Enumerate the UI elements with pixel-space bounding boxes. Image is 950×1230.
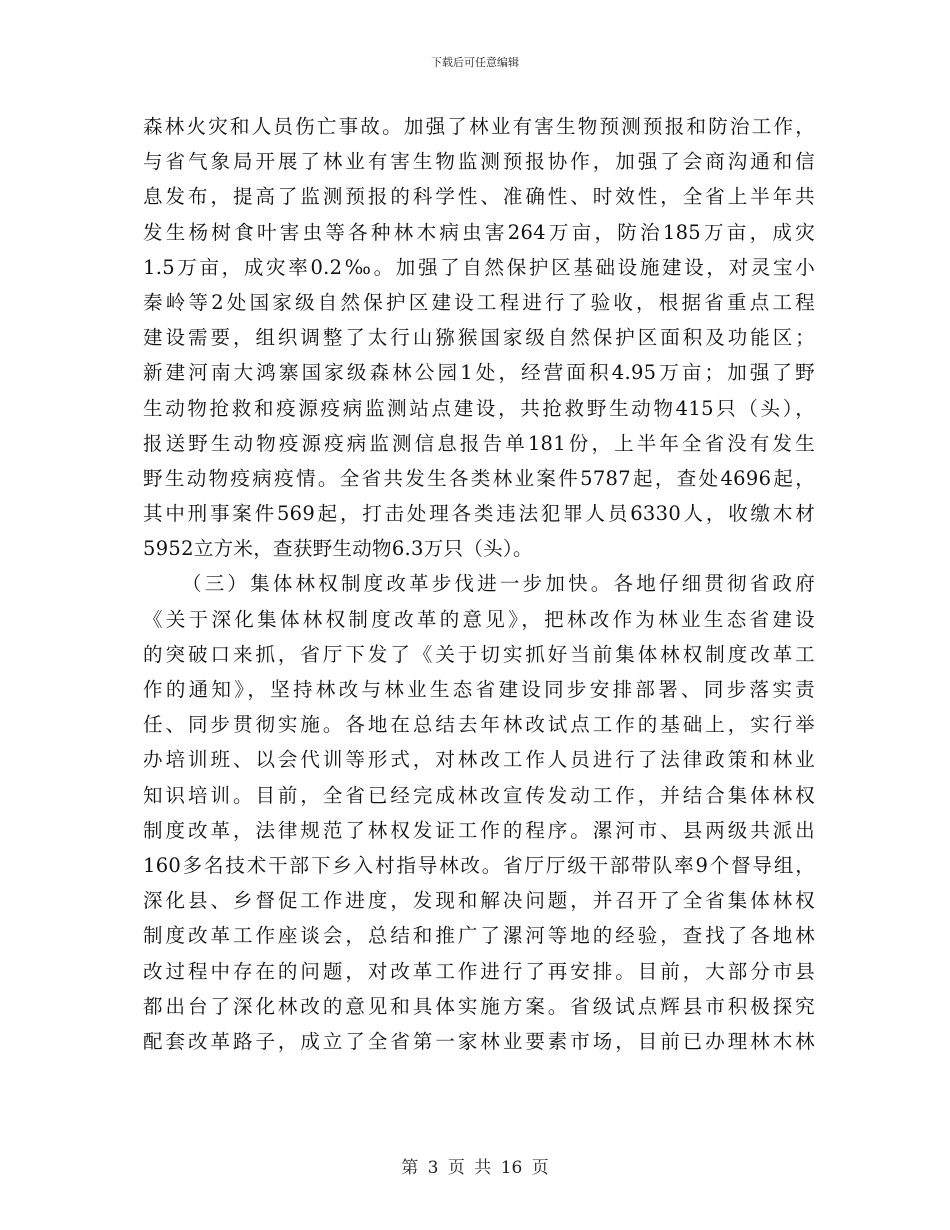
- text-line: 野生动物疫病疫情。全省共发生各类林业案件5787起，查处4696起，: [143, 466, 815, 490]
- text-line: 发生杨树食叶害虫等各种林木病虫害264万亩，防治185万亩，成灾: [143, 220, 815, 244]
- text-line: 深化县、乡督促工作进度，发现和解决问题，并召开了全省集体林权: [143, 889, 815, 913]
- text-line: 《关于深化集体林权制度改革的意见》，把林改作为林业生态省建设: [143, 607, 815, 631]
- text-line: 任、同步贯彻实施。各地在总结去年林改试点工作的基础上，实行举: [143, 713, 815, 737]
- text-line: 的突破口来抓，省厅下发了《关于切实抓好当前集体林权制度改革工: [143, 642, 815, 666]
- text-line: 5952立方米，查获野生动物6.3万只（头）。: [143, 537, 533, 561]
- text-line: 作的通知》，坚持林改与林业生态省建设同步安排部署、同步落实责: [143, 678, 815, 701]
- text-line: 新建河南大鸿寨国家级森林公园1处，经营面积4.95万亩；加强了野: [143, 361, 815, 385]
- text-line: 改过程中存在的问题，对改革工作进行了再安排。目前，大部分市县: [143, 959, 815, 983]
- text-line: 森林火灾和人员伤亡事故。加强了林业有害生物预测预报和防治工作，: [143, 115, 815, 138]
- text-line: 制度改革，法律规范了林权发证工作的程序。漯河市、县两级共派出: [143, 818, 815, 842]
- text-line: 配套改革路子，成立了全省第一家林业要素市场，目前已办理林木林: [143, 1029, 815, 1053]
- text-line: 制度改革工作座谈会，总结和推广了漯河等地的经验，查找了各地林: [143, 924, 815, 948]
- text-line: 1.5万亩，成灾率0.2‰。加强了自然保护区基础设施建设，对灵宝小: [143, 255, 815, 279]
- text-line: 160多名技术干部下乡入村指导林改。省厅厅级干部带队率9个督导组，: [143, 853, 815, 877]
- section-heading-line: （三）集体林权制度改革步伐进一步加快。各地仔细贯彻省政府: [182, 572, 815, 596]
- text-line: 知识培训。目前，全省已经完成林改宣传发动工作，并结合集体林权: [143, 783, 815, 807]
- text-line: 其中刑事案件569起，打击处理各类违法犯罪人员6330人，收缴木材: [143, 502, 815, 526]
- body-text: [143, 109, 815, 1059]
- text-line: 办培训班、以会代训等形式，对林改工作人员进行了法律政策和林业: [143, 748, 815, 772]
- text-line: 建设需要，组织调整了太行山猕猴国家级自然保护区面积及功能区；: [143, 326, 815, 350]
- text-line: 秦岭等2处国家级自然保护区建设工程进行了验收，根据省重点工程: [143, 290, 815, 314]
- text-line: 与省气象局开展了林业有害生物监测预报协作，加强了会商沟通和信: [143, 150, 815, 174]
- page-header: 下载后可任意编辑: [431, 56, 519, 69]
- text-line: 报送野生动物疫源疫病监测信息报告单181份，上半年全省没有发生: [143, 431, 815, 455]
- text-line: 息发布，提高了监测预报的科学性、准确性、时效性，全省上半年共: [143, 185, 815, 209]
- page-footer: 第 3 页 共 16 页: [401, 1158, 549, 1178]
- text-line: 都出台了深化林改的意见和具体实施方案。省级试点辉县市积极探究: [143, 994, 815, 1018]
- text-line: 生动物抢救和疫源疫病监测站点建设，共抢救野生动物415只（头），: [143, 396, 815, 420]
